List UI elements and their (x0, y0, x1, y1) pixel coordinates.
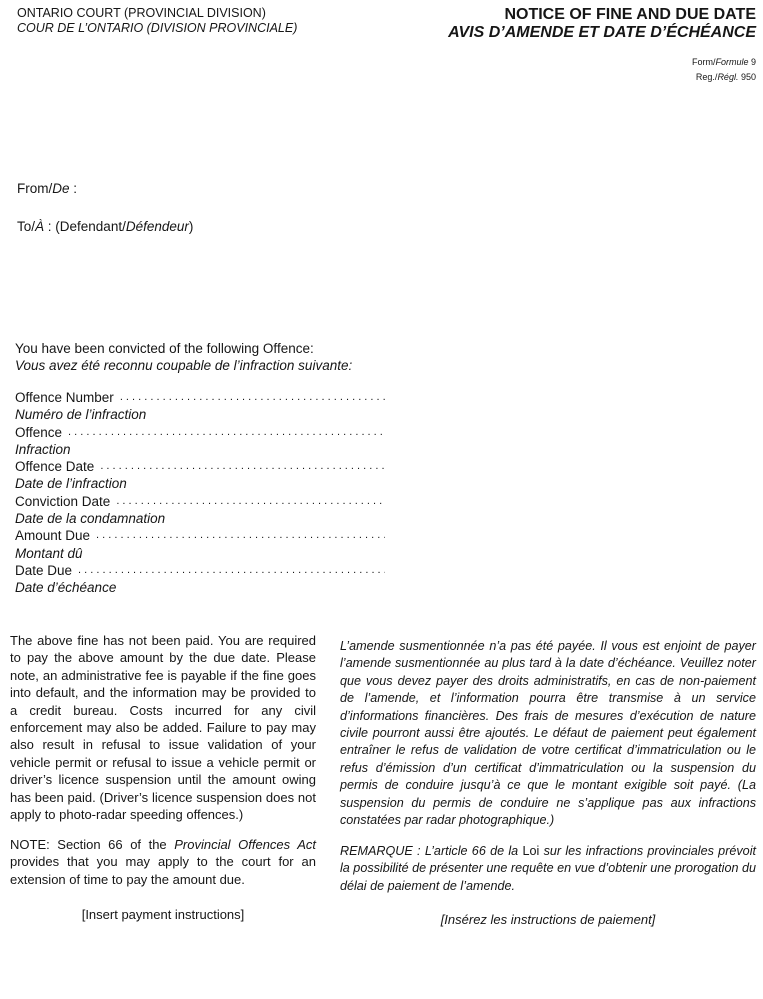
dotted-leader (94, 458, 385, 475)
field-amount-due: Amount Due . . . (15, 527, 385, 544)
field-date-due: Date Due . . . (15, 562, 385, 579)
note-paragraph-fr: REMARQUE : L’article 66 de la Loi sur les infractions provinciales prévoit la possibilité de présenter une requête en vue d’obtenir une prorogation du délai de paiement de l’amende. (340, 844, 756, 893)
field-date-due-fr: Date d’échéance (15, 580, 117, 596)
payment-instructions-en: [Insert payment instructions] (81, 907, 245, 922)
loi-word: Loi (522, 844, 540, 858)
conviction-statement-en: You have been convicted of the following Offence: (15, 341, 314, 356)
notice-paragraph-fr: L’amende susmentionnée n’a pas été payée. Il vous est enjoint de payer l’amende susmentionnée au plus tard à la date d’échéance. Veuillez noter que vous devez payer des droits administratifs, en cas de non-paiement de l’amende, et l’information pourra être transmise à un service d’informations financières. Des frais de mesures d’exécution de nature civile pourront aussi être ajoutés. Le défaut de paiement peut également entraîner le refus de validation de votre certificat d’immatriculation ou le refus d’émission d’un certificat d’immatriculation ou la suspension du permis de conduire jusqu’à ce que le montant exigible soit payé. (La suspension du permis de conduire ne s’applique pas aux infractions constatées par radar photographique.) (340, 639, 756, 828)
field-conviction-date: Conviction Date . . . (15, 493, 385, 510)
form-title (448, 6, 756, 42)
act-title: Provincial Offences Act (174, 837, 316, 852)
note-paragraph-en: NOTE: Section 66 of the Provincial Offences Act provides that you may apply to the court for an extension of time to pay the amount due. (10, 837, 316, 887)
field-offence-number-fr: Numéro de l’infraction (15, 407, 147, 423)
form-number: Form/Formule 9 (691, 57, 756, 67)
dotted-leader (114, 389, 385, 406)
form-reference (692, 55, 756, 85)
field-offence-number: Offence Number . . . (15, 389, 385, 406)
payment-instructions-fr: [Insérez les instructions de paiement] (440, 912, 656, 927)
form-title-fr: AVIS D’AMENDE ET DATE D’ÉCHÉANCE (448, 24, 756, 41)
court-name-en: ONTARIO COURT (PROVINCIAL DIVISION) (17, 6, 266, 20)
conviction-statement (15, 340, 352, 374)
from-label: From/De : (17, 181, 78, 196)
notice-paragraph-en: The above fine has not been paid. You are required to pay the above amount by the due date. Please note, an administrative fee is payable if the fine goes into default, and the information may be provided to a credit bureau. Costs incurred for any civil enforcement may also be added. Failure to pay may also result in refusal to issue validation of your vehicle permit or refusal to issue a vehicle permit or driver’s licence suspension until the amount owing has been paid. (Driver’s licence suspension does not apply to photo-radar speeding offences.) (10, 633, 316, 823)
dotted-leader (110, 493, 385, 510)
offence-fields (15, 389, 385, 597)
to-label: To/À : (Defendant/Défendeur) (17, 219, 194, 234)
field-offence-date: Offence Date . . . (15, 458, 385, 475)
field-conviction-date-fr: Date de la condamnation (15, 511, 166, 527)
dotted-leader (72, 562, 385, 579)
field-offence-fr: Infraction (15, 441, 71, 457)
field-offence-date-fr: Date de l’infraction (15, 476, 127, 492)
dotted-leader (62, 424, 385, 441)
court-name (17, 6, 297, 36)
court-name-fr: COUR DE L’ONTARIO (DIVISION PROVINCIALE) (17, 21, 298, 35)
dotted-leader (90, 527, 385, 544)
field-amount-due-fr: Montant dû (15, 545, 83, 561)
regulation-number: Reg./Régl. 950 (695, 72, 756, 82)
field-offence: Offence . . . (15, 424, 385, 441)
form-title-en: NOTICE OF FINE AND DUE DATE (504, 6, 756, 23)
conviction-statement-fr: Vous avez été reconnu coupable de l’infraction suivante: (15, 358, 353, 373)
